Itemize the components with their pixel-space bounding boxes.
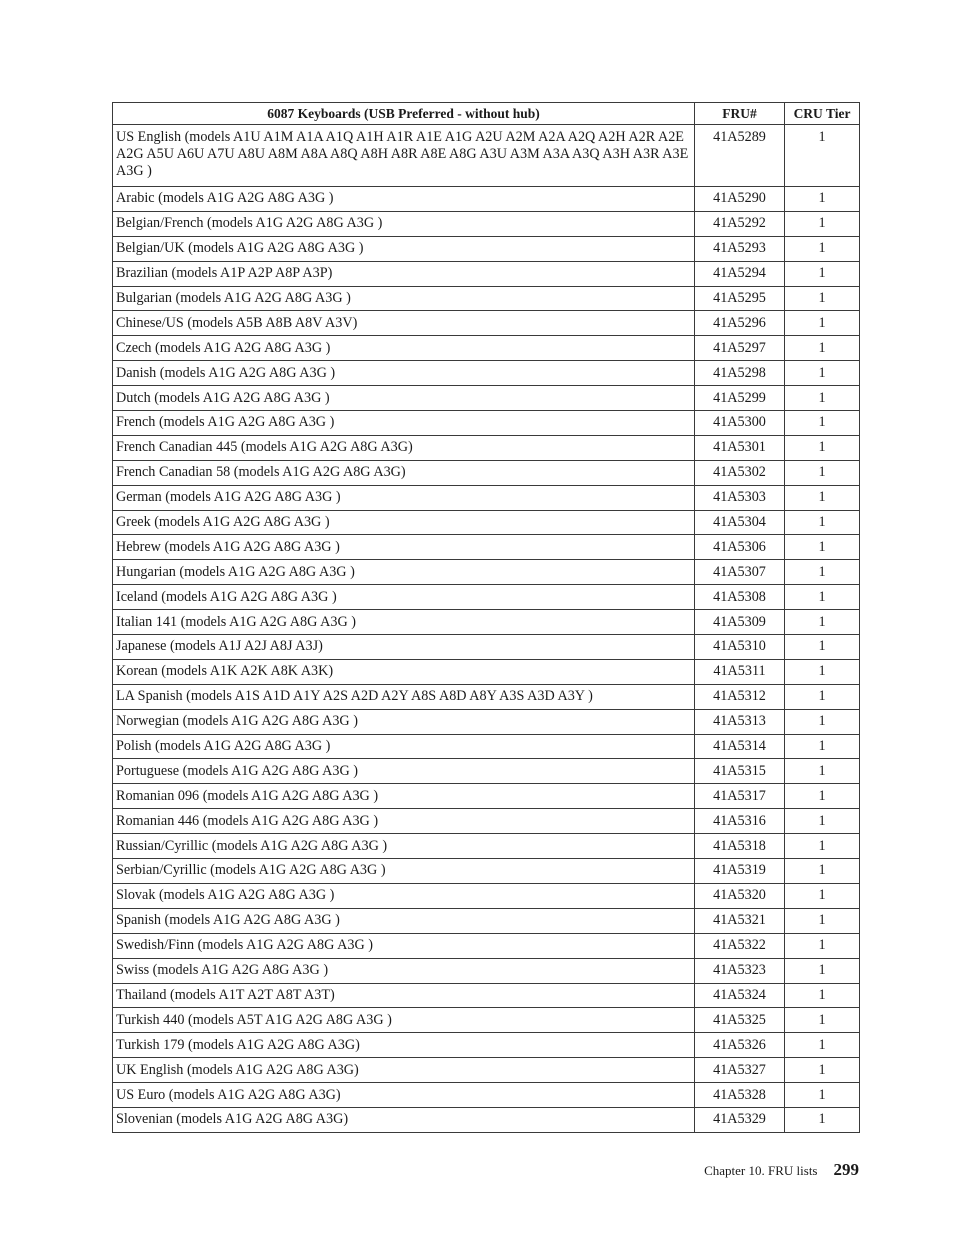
column-header-cru-tier: CRU Tier bbox=[785, 103, 860, 125]
table-row bbox=[113, 435, 860, 460]
cru-tier-cell: 1 bbox=[785, 933, 860, 958]
keyboard-description-cell: Romanian 096 (models A1G A2G A8G A3G ) bbox=[113, 784, 695, 809]
keyboard-description-cell: Turkish 440 (models A5T A1G A2G A8G A3G ) bbox=[113, 1008, 695, 1033]
keyboard-description-cell: Czech (models A1G A2G A8G A3G ) bbox=[113, 336, 695, 361]
keyboard-description-cell: Dutch (models A1G A2G A8G A3G ) bbox=[113, 386, 695, 411]
table-row bbox=[113, 635, 860, 660]
cru-tier-cell: 1 bbox=[785, 460, 860, 485]
keyboard-description-cell: German (models A1G A2G A8G A3G ) bbox=[113, 485, 695, 510]
keyboard-description-cell: French Canadian 445 (models A1G A2G A8G A3G) bbox=[113, 435, 695, 460]
fru-number-cell: 41A5294 bbox=[695, 261, 785, 286]
cru-tier-cell: 1 bbox=[785, 809, 860, 834]
fru-number-cell: 41A5320 bbox=[695, 883, 785, 908]
keyboard-description-cell: Serbian/Cyrillic (models A1G A2G A8G A3G ) bbox=[113, 859, 695, 884]
cru-tier-cell: 1 bbox=[785, 784, 860, 809]
fru-number-cell: 41A5290 bbox=[695, 187, 785, 212]
cru-tier-cell: 1 bbox=[785, 510, 860, 535]
cru-tier-cell: 1 bbox=[785, 1008, 860, 1033]
fru-number-cell: 41A5292 bbox=[695, 211, 785, 236]
cru-tier-cell: 1 bbox=[785, 211, 860, 236]
table-row bbox=[113, 610, 860, 635]
cru-tier-cell: 1 bbox=[785, 635, 860, 660]
cru-tier-cell: 1 bbox=[785, 361, 860, 386]
keyboard-description-cell: US Euro (models A1G A2G A8G A3G) bbox=[113, 1083, 695, 1108]
fru-number-cell: 41A5326 bbox=[695, 1033, 785, 1058]
cru-tier-cell: 1 bbox=[785, 1083, 860, 1108]
table-row bbox=[113, 859, 860, 884]
table-row bbox=[113, 286, 860, 311]
keyboard-description-cell: Italian 141 (models A1G A2G A8G A3G ) bbox=[113, 610, 695, 635]
fru-number-cell: 41A5295 bbox=[695, 286, 785, 311]
table-row bbox=[113, 684, 860, 709]
column-header-fru: FRU# bbox=[695, 103, 785, 125]
fru-number-cell: 41A5322 bbox=[695, 933, 785, 958]
fru-number-cell: 41A5329 bbox=[695, 1107, 785, 1132]
table-row bbox=[113, 236, 860, 261]
fru-number-cell: 41A5306 bbox=[695, 535, 785, 560]
keyboard-description-cell: Chinese/US (models A5B A8B A8V A3V) bbox=[113, 311, 695, 336]
cru-tier-cell: 1 bbox=[785, 834, 860, 859]
keyboard-description-cell: LA Spanish (models A1S A1D A1Y A2S A2D A2Y A8S A8D A8Y A3S A3D A3Y ) bbox=[113, 684, 695, 709]
fru-number-cell: 41A5303 bbox=[695, 485, 785, 510]
fru-number-cell: 41A5299 bbox=[695, 386, 785, 411]
fru-number-cell: 41A5318 bbox=[695, 834, 785, 859]
cru-tier-cell: 1 bbox=[785, 187, 860, 212]
table-row bbox=[113, 336, 860, 361]
table-row bbox=[113, 983, 860, 1008]
cru-tier-cell: 1 bbox=[785, 983, 860, 1008]
table-row bbox=[113, 834, 860, 859]
table-row bbox=[113, 759, 860, 784]
table-row bbox=[113, 125, 860, 187]
table-row bbox=[113, 659, 860, 684]
keyboard-description-cell: Danish (models A1G A2G A8G A3G ) bbox=[113, 361, 695, 386]
fru-number-cell: 41A5309 bbox=[695, 610, 785, 635]
fru-number-cell: 41A5313 bbox=[695, 709, 785, 734]
cru-tier-cell: 1 bbox=[785, 311, 860, 336]
cru-tier-cell: 1 bbox=[785, 859, 860, 884]
cru-tier-cell: 1 bbox=[785, 883, 860, 908]
keyboard-description-cell: Romanian 446 (models A1G A2G A8G A3G ) bbox=[113, 809, 695, 834]
fru-number-cell: 41A5312 bbox=[695, 684, 785, 709]
table-row bbox=[113, 585, 860, 610]
keyboard-description-cell: French (models A1G A2G A8G A3G ) bbox=[113, 411, 695, 436]
cru-tier-cell: 1 bbox=[785, 610, 860, 635]
fru-number-cell: 41A5304 bbox=[695, 510, 785, 535]
keyboard-description-cell: Polish (models A1G A2G A8G A3G ) bbox=[113, 734, 695, 759]
cru-tier-cell: 1 bbox=[785, 1107, 860, 1132]
fru-number-cell: 41A5289 bbox=[695, 125, 785, 187]
fru-number-cell: 41A5319 bbox=[695, 859, 785, 884]
page-number: 299 bbox=[833, 1160, 859, 1179]
fru-number-cell: 41A5325 bbox=[695, 1008, 785, 1033]
fru-number-cell: 41A5302 bbox=[695, 460, 785, 485]
column-header-description: 6087 Keyboards (USB Preferred - without hub) bbox=[113, 103, 695, 125]
fru-number-cell: 41A5317 bbox=[695, 784, 785, 809]
table-row bbox=[113, 1058, 860, 1083]
keyboard-description-cell: Belgian/UK (models A1G A2G A8G A3G ) bbox=[113, 236, 695, 261]
fru-number-cell: 41A5310 bbox=[695, 635, 785, 660]
cru-tier-cell: 1 bbox=[785, 435, 860, 460]
cru-tier-cell: 1 bbox=[785, 585, 860, 610]
cru-tier-cell: 1 bbox=[785, 560, 860, 585]
keyboard-description-cell: French Canadian 58 (models A1G A2G A8G A3G) bbox=[113, 460, 695, 485]
table-row bbox=[113, 1107, 860, 1132]
fru-number-cell: 41A5296 bbox=[695, 311, 785, 336]
table-body bbox=[113, 125, 860, 1133]
fru-number-cell: 41A5316 bbox=[695, 809, 785, 834]
keyboard-description-cell: Brazilian (models A1P A2P A8P A3P) bbox=[113, 261, 695, 286]
table-row bbox=[113, 809, 860, 834]
table-row bbox=[113, 1033, 860, 1058]
cru-tier-cell: 1 bbox=[785, 261, 860, 286]
table-row bbox=[113, 460, 860, 485]
fru-number-cell: 41A5311 bbox=[695, 659, 785, 684]
keyboard-description-cell: Portuguese (models A1G A2G A8G A3G ) bbox=[113, 759, 695, 784]
fru-number-cell: 41A5315 bbox=[695, 759, 785, 784]
fru-number-cell: 41A5298 bbox=[695, 361, 785, 386]
fru-table bbox=[112, 102, 860, 1133]
fru-number-cell: 41A5328 bbox=[695, 1083, 785, 1108]
table-row bbox=[113, 311, 860, 336]
keyboard-description-cell: Swedish/Finn (models A1G A2G A8G A3G ) bbox=[113, 933, 695, 958]
table-row bbox=[113, 908, 860, 933]
keyboard-description-cell: Russian/Cyrillic (models A1G A2G A8G A3G ) bbox=[113, 834, 695, 859]
cru-tier-cell: 1 bbox=[785, 908, 860, 933]
table-row bbox=[113, 485, 860, 510]
table-row bbox=[113, 187, 860, 212]
table-row bbox=[113, 361, 860, 386]
table-row bbox=[113, 535, 860, 560]
cru-tier-cell: 1 bbox=[785, 125, 860, 187]
table-row bbox=[113, 510, 860, 535]
keyboard-description-cell: Korean (models A1K A2K A8K A3K) bbox=[113, 659, 695, 684]
keyboard-description-cell: Spanish (models A1G A2G A8G A3G ) bbox=[113, 908, 695, 933]
table-row bbox=[113, 883, 860, 908]
table-row bbox=[113, 734, 860, 759]
cru-tier-cell: 1 bbox=[785, 734, 860, 759]
fru-number-cell: 41A5323 bbox=[695, 958, 785, 983]
cru-tier-cell: 1 bbox=[785, 759, 860, 784]
fru-number-cell: 41A5314 bbox=[695, 734, 785, 759]
table-row bbox=[113, 411, 860, 436]
keyboard-description-cell: Greek (models A1G A2G A8G A3G ) bbox=[113, 510, 695, 535]
cru-tier-cell: 1 bbox=[785, 485, 860, 510]
cru-tier-cell: 1 bbox=[785, 236, 860, 261]
keyboard-description-cell: US English (models A1U A1M A1A A1Q A1H A1R A1E A1G A2U A2M A2A A2Q A2H A2R A2E A2G A5U A6U A7U A8U A8M A8A A8Q A8H A8R A8E A8G A3U A3M A3A A3Q A3H A3R A3E A3G ) bbox=[113, 125, 695, 187]
cru-tier-cell: 1 bbox=[785, 709, 860, 734]
keyboard-description-cell: Arabic (models A1G A2G A8G A3G ) bbox=[113, 187, 695, 212]
keyboard-description-cell: Norwegian (models A1G A2G A8G A3G ) bbox=[113, 709, 695, 734]
cru-tier-cell: 1 bbox=[785, 1058, 860, 1083]
chapter-label: Chapter 10. FRU lists bbox=[704, 1163, 818, 1178]
cru-tier-cell: 1 bbox=[785, 684, 860, 709]
keyboard-description-cell: Bulgarian (models A1G A2G A8G A3G ) bbox=[113, 286, 695, 311]
keyboard-description-cell: Slovenian (models A1G A2G A8G A3G) bbox=[113, 1107, 695, 1132]
keyboard-description-cell: Thailand (models A1T A2T A8T A3T) bbox=[113, 983, 695, 1008]
keyboard-description-cell: Hebrew (models A1G A2G A8G A3G ) bbox=[113, 535, 695, 560]
fru-number-cell: 41A5327 bbox=[695, 1058, 785, 1083]
keyboard-description-cell: Slovak (models A1G A2G A8G A3G ) bbox=[113, 883, 695, 908]
table-row bbox=[113, 784, 860, 809]
keyboard-description-cell: Hungarian (models A1G A2G A8G A3G ) bbox=[113, 560, 695, 585]
fru-number-cell: 41A5300 bbox=[695, 411, 785, 436]
keyboard-description-cell: Belgian/French (models A1G A2G A8G A3G ) bbox=[113, 211, 695, 236]
cru-tier-cell: 1 bbox=[785, 1033, 860, 1058]
keyboard-description-cell: UK English (models A1G A2G A8G A3G) bbox=[113, 1058, 695, 1083]
cru-tier-cell: 1 bbox=[785, 386, 860, 411]
keyboard-description-cell: Swiss (models A1G A2G A8G A3G ) bbox=[113, 958, 695, 983]
keyboard-description-cell: Iceland (models A1G A2G A8G A3G ) bbox=[113, 585, 695, 610]
table-row bbox=[113, 709, 860, 734]
fru-number-cell: 41A5307 bbox=[695, 560, 785, 585]
cru-tier-cell: 1 bbox=[785, 535, 860, 560]
table-row bbox=[113, 261, 860, 286]
table-row bbox=[113, 386, 860, 411]
table-header-row bbox=[113, 103, 860, 125]
table-row bbox=[113, 933, 860, 958]
cru-tier-cell: 1 bbox=[785, 659, 860, 684]
fru-number-cell: 41A5301 bbox=[695, 435, 785, 460]
fru-number-cell: 41A5308 bbox=[695, 585, 785, 610]
table-row bbox=[113, 211, 860, 236]
cru-tier-cell: 1 bbox=[785, 411, 860, 436]
cru-tier-cell: 1 bbox=[785, 286, 860, 311]
cru-tier-cell: 1 bbox=[785, 336, 860, 361]
keyboard-description-cell: Turkish 179 (models A1G A2G A8G A3G) bbox=[113, 1033, 695, 1058]
fru-number-cell: 41A5293 bbox=[695, 236, 785, 261]
page-footer bbox=[704, 1160, 859, 1180]
table-row bbox=[113, 560, 860, 585]
cru-tier-cell: 1 bbox=[785, 958, 860, 983]
table-row bbox=[113, 1008, 860, 1033]
fru-number-cell: 41A5297 bbox=[695, 336, 785, 361]
keyboard-description-cell: Japanese (models A1J A2J A8J A3J) bbox=[113, 635, 695, 660]
fru-number-cell: 41A5321 bbox=[695, 908, 785, 933]
table-row bbox=[113, 958, 860, 983]
fru-number-cell: 41A5324 bbox=[695, 983, 785, 1008]
table-row bbox=[113, 1083, 860, 1108]
